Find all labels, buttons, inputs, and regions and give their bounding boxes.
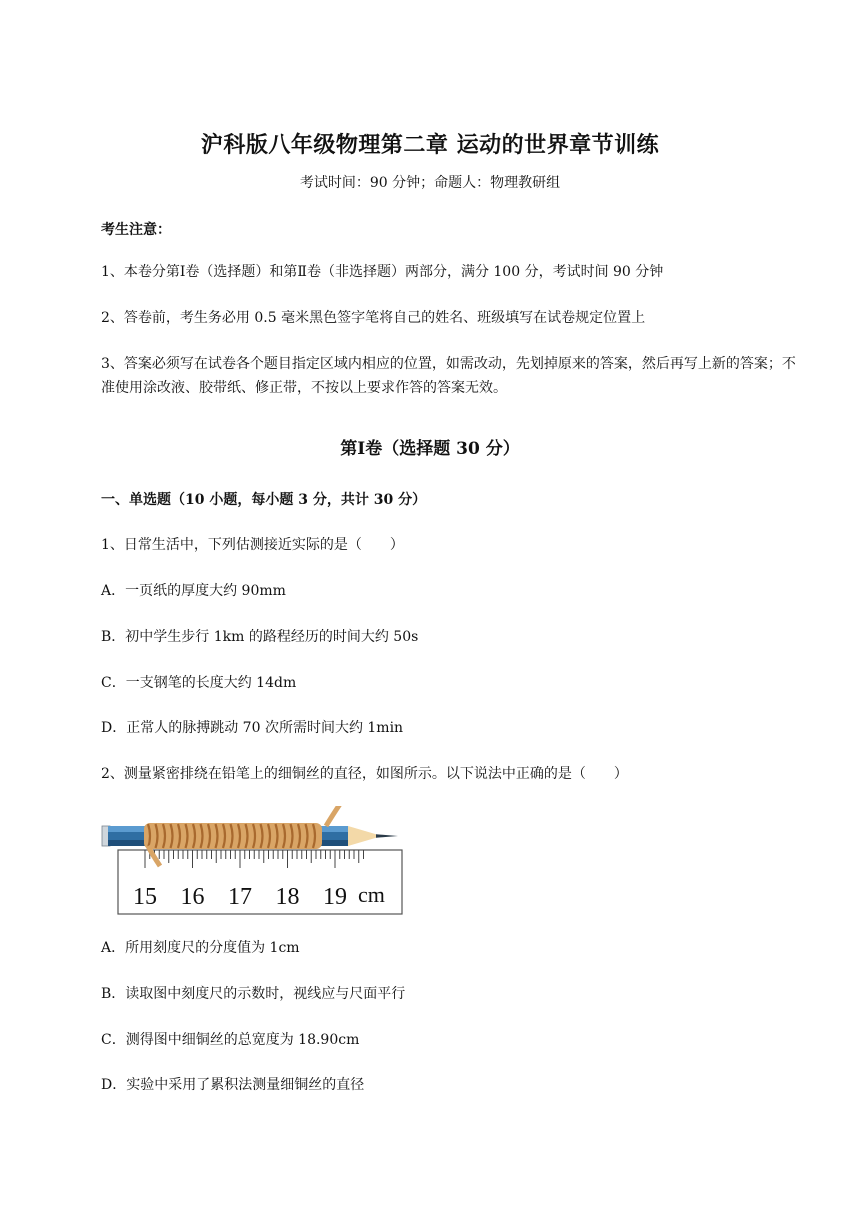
question-2-stem: 2、测量紧密排绕在铅笔上的细铜丝的直径，如图所示。以下说法中正确的是（ ） xyxy=(101,766,628,782)
question-1-option-d: D．正常人的脉搏跳动 70 次所需时间大约 1min xyxy=(101,720,404,736)
question-2-option-d: D．实验中采用了累积法测量细铜丝的直径 xyxy=(101,1077,365,1093)
ruler-label: 19 xyxy=(323,884,347,910)
notice-item-2: 2、答卷前，考生务必用 0.5 毫米黑色签字笔将自己的姓名、班级填写在试卷规定位置上 xyxy=(101,310,646,326)
pencil-ruler-figure xyxy=(100,806,404,916)
question-2-option-b: B．读取图中刻度尺的示数时，视线应与尺面平行 xyxy=(101,986,406,1002)
part-heading: 一、单选题（10 小题，每小题 3 分，共计 30 分） xyxy=(101,492,427,508)
question-1-option-c: C．一支钢笔的长度大约 14dm xyxy=(101,675,297,691)
ruler-label: 16 xyxy=(180,884,205,910)
ruler-label: 17 xyxy=(228,884,252,910)
ruler-label: 18 xyxy=(275,884,300,910)
notice-item-3: 3、答案必须写在试卷各个题目指定区域内相应的位置，如需改动，先划掉原来的答案，然后再写上新的答案；不准使用涂改液、胶带纸、修正带，不按以上要求作答的答案无效。 xyxy=(101,356,796,396)
section-title: 第Ⅰ卷（选择题 30 分） xyxy=(340,439,520,459)
notice-heading: 考生注意： xyxy=(101,222,171,238)
ruler-unit-label: cm xyxy=(358,882,385,907)
notice-item-1: 1、本卷分第Ⅰ卷（选择题）和第Ⅱ卷（非选择题）两部分，满分 100 分，考试时间 90 分钟 xyxy=(101,264,664,280)
ruler-label: 15 xyxy=(133,884,157,910)
exam-subtitle: 考试时间：90 分钟；命题人：物理教研组 xyxy=(299,175,561,191)
question-2-option-c: C．测得图中细铜丝的总宽度为 18.90cm xyxy=(101,1032,360,1048)
question-1-stem: 1、日常生活中，下列估测接近实际的是（ ） xyxy=(101,537,404,553)
exam-title: 沪科版八年级物理第二章 运动的世界章节训练 xyxy=(200,132,660,158)
question-1-option-a: A．一页纸的厚度大约 90mm xyxy=(101,583,286,599)
question-1-option-b: B．初中学生步行 1km 的路程经历的时间大约 50s xyxy=(101,629,419,645)
question-2-option-a: A．所用刻度尺的分度值为 1cm xyxy=(101,940,300,956)
